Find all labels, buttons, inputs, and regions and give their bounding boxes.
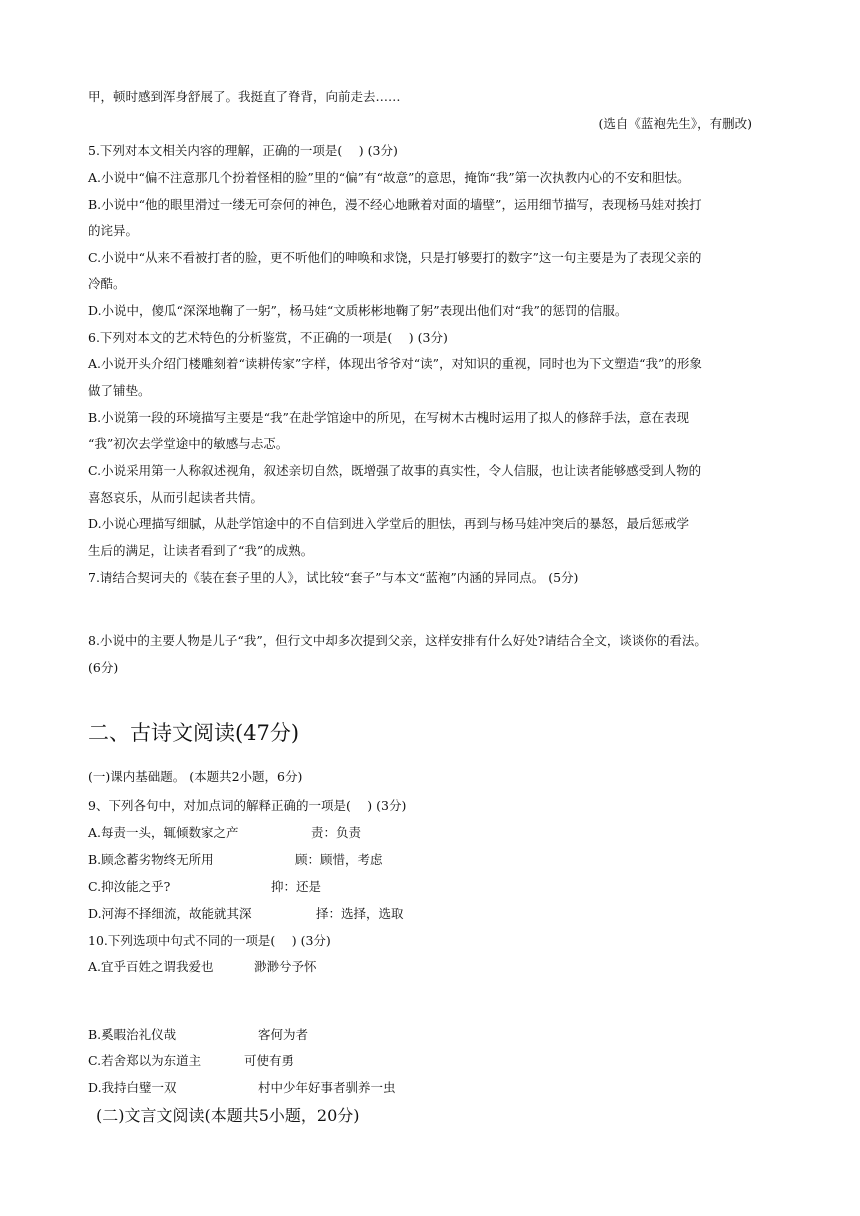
option-gloss: 顾：顾惜，考虑 — [295, 852, 383, 867]
text-line: A.小说中“偏不注意那几个扮着怪相的脸”里的“偏”有“故意”的意思，掩饰“我”第一次执教内心的不安和胆怯。 — [88, 170, 690, 185]
text-line: 9、下列各句中，对加点词的解释正确的一项是( ) (3分) — [88, 798, 407, 813]
option-text: B.顾念蓄劣物终无所用 — [88, 852, 214, 867]
option-text: A.每责一头，辄倾数家之产 — [88, 825, 239, 840]
option-text: D.河海不择细流，故能就其深 — [88, 906, 252, 921]
option-row — [88, 878, 170, 895]
option-text: C.若舍郑以为东道主 — [88, 1053, 202, 1068]
option-row — [88, 905, 252, 922]
option-gloss: 择：选择，选取 — [316, 906, 404, 921]
option-second-phrase: 村中少年好事者驯养一虫 — [258, 1080, 396, 1095]
option-text: B.奚暇治礼仪哉 — [88, 1027, 177, 1042]
option-gloss: 抑：还是 — [271, 879, 322, 894]
source-note: (选自《蓝袍先生》，有删改) — [598, 116, 752, 131]
text-line: C.小说采用第一人称叙述视角，叙述亲切自然，既增强了故事的真实性，令人信服，也让读者能够感受到人物的 — [88, 463, 702, 478]
text-line: 喜怒哀乐，从而引起读者共情。 — [88, 490, 264, 505]
text-line: B.小说中“他的眼里滑过一缕无可奈何的神色，漫不经心地瞅着对面的墙壁”，运用细节描写，表现杨马娃对挨打 — [88, 197, 702, 212]
text-line: 的诧异。 — [88, 223, 139, 238]
text-line: (6分) — [88, 660, 119, 675]
option-row — [88, 1079, 177, 1096]
option-text: C.抑汝能之乎? — [88, 879, 171, 894]
text-line: B.小说第一段的环境描写主要是“我”在赴学馆途中的所见，在写树木古槐时运用了拟人的修辞手法，意在表现 — [88, 410, 689, 425]
text-line: 7.请结合契诃夫的《装在套子里的人》，试比较“套子”与本文“蓝袍”内涵的异同点。 (5分) — [88, 570, 579, 585]
option-second-phrase: 渺渺兮予怀 — [254, 959, 317, 974]
text-line: 5.下列对本文相关内容的理解，正确的一项是( ) (3分) — [88, 143, 398, 158]
option-second-phrase: 客何为者 — [258, 1027, 309, 1042]
text-line: D.小说心理描写细腻，从赴学馆途中的不自信到进入学堂后的胆怯，再到与杨马娃冲突后的暴怒，最后惩戒学 — [88, 516, 690, 531]
section-heading: 二、古诗文阅读(47分) — [88, 721, 300, 745]
text-line: 10.下列选项中句式不同的一项是( ) (3分) — [88, 933, 331, 948]
text-line: D.小说中，傻瓜“深深地鞠了一躬”，杨马娃“文质彬彬地鞠了躬”表现出他们对“我”的惩罚的信服。 — [88, 303, 628, 318]
option-row — [88, 824, 239, 841]
option-row — [88, 1026, 176, 1043]
text-line: 冷酷。 — [88, 276, 126, 291]
option-row — [88, 958, 214, 975]
text-line: 8.小说中的主要人物是儿子“我”，但行文中却多次提到父亲，这样安排有什么好处?请结合全文，谈谈你的看法。 — [88, 633, 707, 648]
option-second-phrase: 可使有勇 — [244, 1053, 295, 1068]
option-row — [88, 851, 214, 868]
text-line: A.小说开头介绍门楼雕刻着“读耕传家”字样，体现出爷爷对“读”，对知识的重视，同时也为下文塑造“我”的形象 — [88, 356, 702, 371]
text-line: 生后的满足，让读者看到了“我”的成熟。 — [88, 543, 314, 558]
option-row — [88, 1052, 201, 1069]
option-text: D.我持白璧一双 — [88, 1080, 177, 1095]
subsection-heading: (二)文言文阅读(本题共5小题，20分) — [96, 1106, 360, 1125]
option-gloss: 责：负责 — [311, 825, 362, 840]
text-line: 甲，顿时感到浑身舒展了。我挺直了脊背，向前走去…… — [88, 89, 401, 104]
text-line: 6.下列对本文的艺术特色的分析鉴赏，不正确的一项是( ) (3分) — [88, 330, 448, 345]
text-line: “我”初次去学堂途中的敏感与忐忑。 — [88, 436, 289, 451]
option-text: A.宜乎百姓之谓我爱也 — [88, 959, 214, 974]
text-line: 做了铺垫。 — [88, 383, 151, 398]
text-line: (一)课内基础题。 (本题共2小题，6分) — [88, 769, 303, 784]
text-line: C.小说中“从来不看被打者的脸，更不听他们的呻唤和求饶，只是打够要打的数字”这一句主要是为了表现父亲的 — [88, 250, 702, 265]
